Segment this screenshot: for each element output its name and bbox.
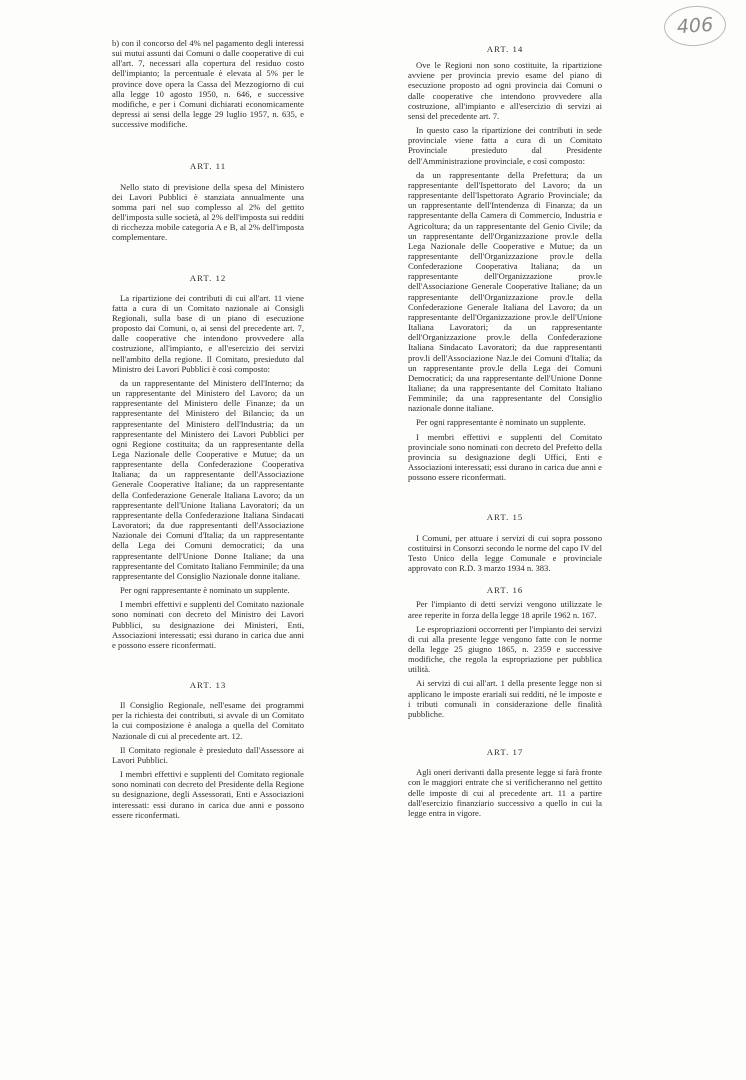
art-15-heading: ART. 15 [486, 512, 524, 523]
art-15-paragraph-1: I Comuni, per attuare i servizi di cui sopra possono costituirsi in Consorzi secondo le norme del capo IV del Testo Unico della legge Comunale e provinciale approvato con R.D. 3 marzo 1934 n. 383. [408, 532, 602, 574]
art-16-paragraph-2: Le espropriazioni occorrenti per l'impianto dei servizi di cui alla presente legge vengono fatte con le norme della legge 25 giugno 1865, n. 2359 e successive modifiche, che regola la espropriazione per pubblica utilità. [408, 623, 602, 675]
art-17-heading: ART. 17 [486, 747, 524, 758]
art-13-heading: ART. 13 [189, 679, 227, 690]
stamp-circle [663, 4, 728, 48]
art-16-paragraph-3: Ai servizi di cui all'art. 1 della presente legge non si applicano le imposte erariali sui redditi, né le imposte e i tributi comunali in considerazione delle finalità pubbliche. [408, 678, 602, 719]
art-11-heading: ART. 11 [189, 161, 227, 172]
art-13-paragraph-3: I membri effettivi e supplenti del Comitato regionale sono nominati con decreto del Presidente della Regione su designazione, degli Assessorati, Enti e Associazioni interessati: essi durano in carica due anni e possono essere riconfermati. [112, 769, 304, 820]
intro-paragraph: b) con il concorso del 4% nel pagamento degli interessi sui mutui assunti dai Comuni o dalle cooperative di cui all'art. 7, necessari alla copertura del residuo costo dell'impianto; la percentuale è elevata al 5% per le province dove opera la Cassa del Mezzogiorno di cui alla legge 10 agosto 1950, n. 646, e successive modifiche, e per i Comuni dichiarati economicamente depressi ai sensi della legge 29 luglio 1957, n. 635, e successive modifiche. [112, 38, 304, 130]
art-16-paragraph-1: Per l'impianto di detti servizi vengono utilizzate le aree reperite in forza della legge 18 aprile 1962 n. 167. [408, 599, 602, 620]
art-13-paragraph-1: Il Consiglio Regionale, nell'esame dei programmi per la richiesta dei contributi, si avvale di un Comitato la cui composizione è analoga a quella del Comitato Nazionale di cui al precedente art. 12. [112, 700, 304, 741]
art-14-paragraph-3: da un rappresentante della Prefettura; da un rappresentante dell'Ispettorato del Lavoro; da un rappresentante dell'Ispettorato Agrario Provinciale; da un rappresentante dell'Intendenza di Finanza; da un rappresentante della Camera di Commercio, Industria e Agricoltura; da un rappresentante del Genio Civile; da un rappresentante dell'Organizzazione prov.le della Lega Nazionale delle Cooperative e Mutue; da un rappresentante dell'Organizzazione prov.le della Confederazione Cooperativa Italiana; da un rappresentante dell'Organizzazione prov.le dell'Associazione Generale Cooperative Italiane; da un rappresentante dell'Organizzazione prov.le della Confederazione Generale Italiana del Lavoro; da un rappresentante dell'Organizzazione prov.le dell'Unione Italiana Lavoratori; da un rappresentante dell'Organizzazione prov.le della Confederazione Italiana Sindacato Lavoratori; da due rappresentanti prov.li dell'Associazione Naz.le dei Comuni d'Italia; da un rappresentante prov.le della Lega dei Comuni Democratici; da una rappresentante dell'Unione Donne Italiane; da una rappresentante del Comitato Italiano Femminile; da una rappresentante del Consiglio nazionale donne italiane. [408, 169, 602, 414]
art-12-paragraph-4: I membri effettivi e supplenti del Comitato nazionale sono nominati con decreto del Ministro dei Lavori Pubblici, su designazione dei Ministeri, Enti, Associazioni interessati; essi durano in carica due anni e possono essere riconfermati. [112, 599, 304, 650]
art-14-paragraph-2: In questo caso la ripartizione dei contributi in sede provinciale viene fatta a cura di un Comitato Provinciale presieduto dal Presidente dell'Amministrazione provinciale, e così composto: [408, 125, 602, 166]
art-14-paragraph-1: Ove le Regioni non sono costituite, la ripartizione avviene per provincia previo esame del piano di esecuzione proposto ad ogni provincia dai Comuni o dalle cooperative che intendono provvedere alla costruzione, all'impianto e all'esercizio di servizi ai sensi del precedente art. 7. [408, 60, 602, 121]
page-number-stamp [663, 4, 728, 48]
art-12-paragraph-3: Per ogni rappresentante è nominato un supplente. [120, 585, 290, 596]
art-13-paragraph-2: Il Comitato regionale è presieduto dall'Assessore ai Lavori Pubblici. [112, 744, 304, 765]
left-column [112, 38, 304, 824]
art-17-paragraph-1: Agli oneri derivanti dalla presente legge si farà fronte con le maggiori entrate che si verificheranno nel gettito delle imposte di cui al precedente art. 11 a partire dall'esercizio finanziario successivo a quello in cui la legge entra in vigore. [408, 767, 602, 818]
page-number-mark: 406 [676, 13, 714, 39]
art-12-heading: ART. 12 [189, 272, 227, 283]
art-14-heading: ART. 14 [486, 44, 524, 54]
right-column [408, 44, 602, 822]
art-14-paragraph-4: Per ogni rappresentante è nominato un supplente. [416, 417, 586, 428]
art-16-heading: ART. 16 [486, 585, 524, 596]
art-14-paragraph-5: I membri effettivi e supplenti del Comitato provinciale sono nominati con decreto del Prefetto della provincia su designazione degli Uffici, Enti e Associazioni interessati; essi durano in carica due anni e possono essere riconfermati. [408, 431, 602, 483]
art-11-text: Nello stato di previsione della spesa del Ministero dei Lavori Pubblici è stanziata annualmente una somma pari nel suo complesso al 2% del gettito dell'imposta sulle società, al 2% dell'imposta sui redditi di ricchezza mobile categoria A e B, al 2% dell'imposta complementare. [112, 181, 304, 243]
art-12-paragraph-1: La ripartizione dei contributi di cui all'art. 11 viene fatta a cura di un Comitato nazionale ai Consigli Regionali, sulla base di un piano di esecuzione proposto dai Comuni, o, ai sensi del precedente art. 7, dalle cooperative che intendono provvedere alla costruzione, all'impianto, e all'esercizio dei servizi nell'ambito della regione. Il Comitato, presieduto dal Ministro dei Lavori Pubblici è così composto: [112, 292, 304, 374]
art-12-paragraph-2: da un rappresentante del Ministero dell'Interno; da un rappresentante del Ministero del Lavoro; da un rappresentante del Ministero delle Finanze; da un rappresentante del Ministero del Bilancio; da un rappresentante del Ministero dell'Industria; da un rappresentante del Ministero dei Lavori Pubblici per ogni Regione costituita; da un rappresentante della Lega Nazionale delle Cooperative e Mutue; da un rappresentante della Confederazione Cooperativa Italiana; da un rappresentante dell'Associazione Generale Cooperative Italiane; da un rappresentante della Confederazione Generale Italiana Lavoro; da un rappresentante dell'Unione Italiana Lavoratori; da un rappresentante della Confederazione Italiana Sindacati Lavoratori; da due rappresentanti dell'Associazione Nazionale dei Comuni d'Italia; da un rappresentante della Lega dei Comuni democratici; da una rappresentante dell'Unione Donne Italiane; da una rappresentante del Comitato Italiano Femminile; da una rappresentante del Consiglio Nazionale donne italiane. [112, 377, 304, 581]
